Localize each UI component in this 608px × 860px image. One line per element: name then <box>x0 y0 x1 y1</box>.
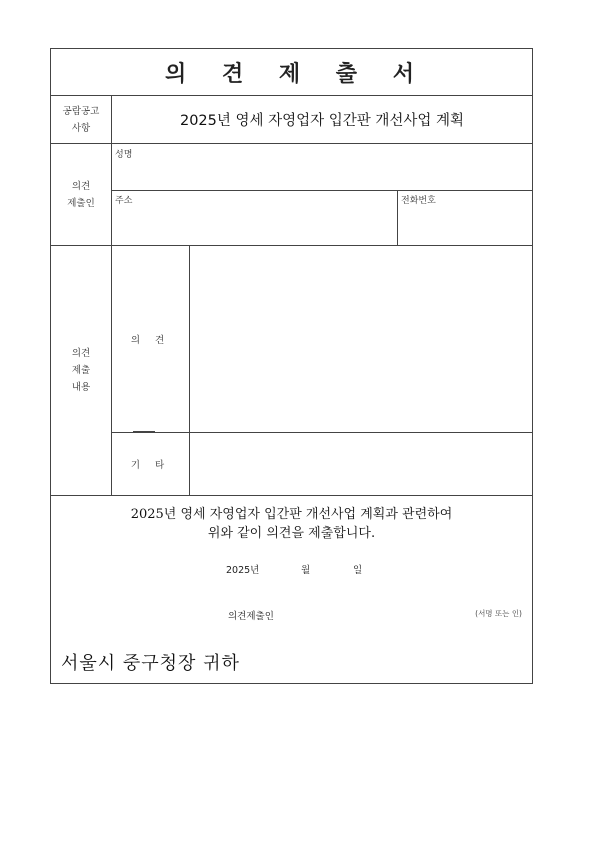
opinion-label: 의 견 <box>112 246 190 432</box>
opinion-field[interactable] <box>190 246 532 432</box>
address-field-label: 주소 <box>115 196 133 206</box>
notice-label-line2: 사항 <box>71 122 91 134</box>
notice-row <box>51 96 532 144</box>
date-day: 일 <box>353 565 363 576</box>
other-field[interactable] <box>190 433 532 495</box>
title-row <box>51 49 532 96</box>
submitter-row <box>51 144 532 246</box>
phone-field[interactable] <box>398 191 532 245</box>
phone-field-label: 전화번호 <box>401 196 436 206</box>
declaration-line1: 2025년 영세 자영업자 입간판 개선사업 계획과 관련하여 <box>130 507 453 522</box>
content-label-line2: 제출 <box>71 365 91 376</box>
address-field[interactable] <box>112 191 397 245</box>
content-row <box>51 246 532 496</box>
form-title: 의 견 제 출 서 <box>165 60 418 87</box>
content-label-line3: 내용 <box>71 382 91 393</box>
opinion-submission-form <box>50 48 533 684</box>
signature-note: (서명 또는 인) <box>475 609 522 618</box>
notice-text: 2025년 영세 자영업자 입간판 개선사업 계획 <box>179 113 465 129</box>
submitter-label-line1: 의견 <box>71 180 91 192</box>
name-field[interactable] <box>112 144 532 190</box>
date-year: 2025년 <box>226 565 260 576</box>
other-label: 기 타 <box>112 432 190 496</box>
content-label <box>51 246 112 495</box>
name-field-label: 성명 <box>115 150 133 160</box>
declaration-line2: 위와 같이 의견을 제출합니다. <box>207 526 376 541</box>
signature-label: 의견제출인 <box>228 611 274 622</box>
content-label-line1: 의견 <box>71 348 91 359</box>
notice-label <box>51 96 112 143</box>
submitter-label-line2: 제출인 <box>67 197 95 209</box>
notice-label-line1: 공람공고 <box>62 105 100 117</box>
submitter-label <box>51 144 112 245</box>
date-month: 월 <box>301 565 311 576</box>
addressee: 서울시 중구청장 귀하 <box>61 653 240 674</box>
